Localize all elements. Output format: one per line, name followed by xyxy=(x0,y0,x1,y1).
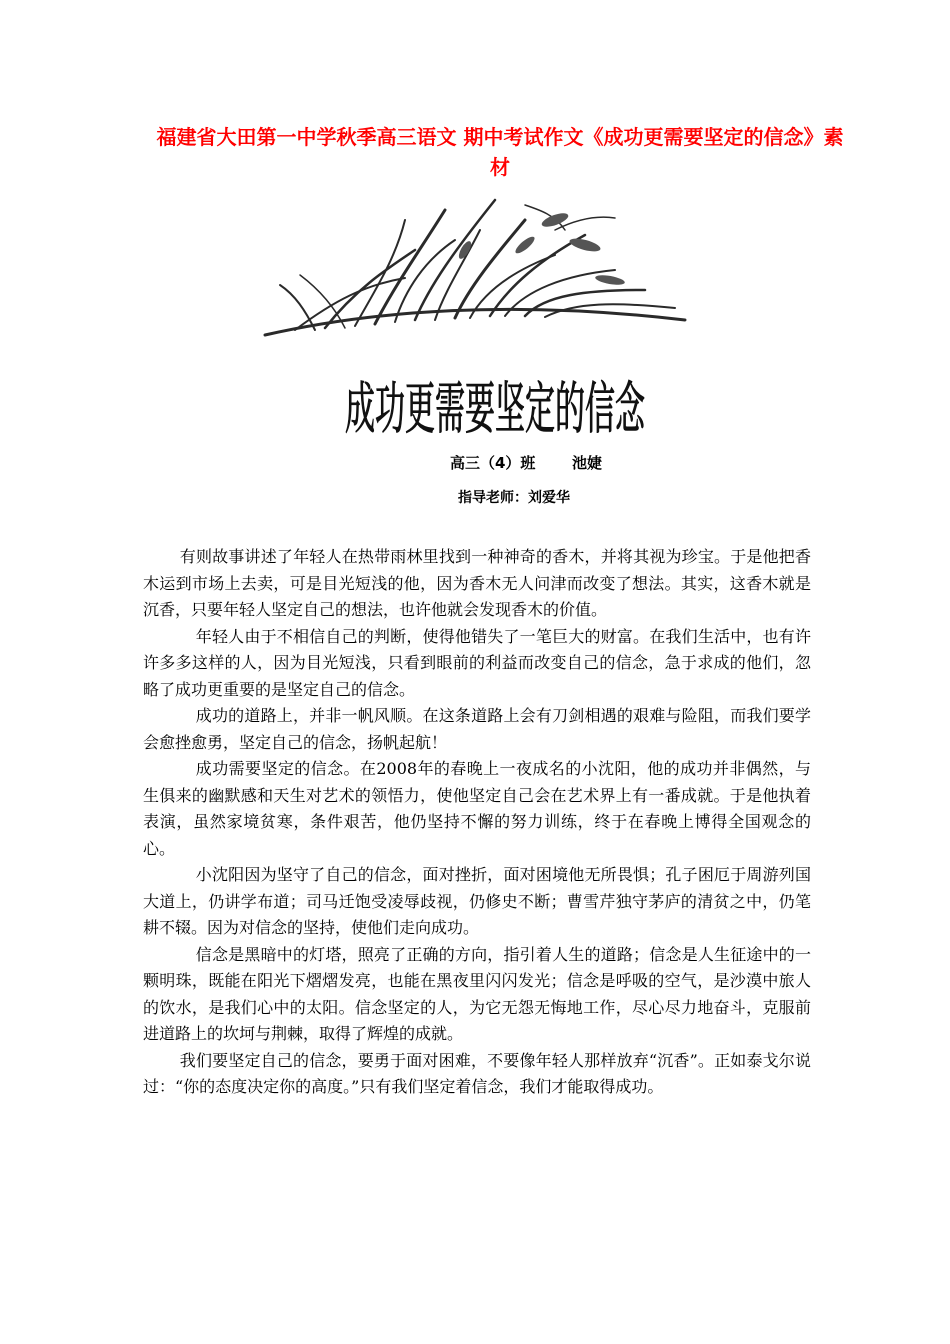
essay-body xyxy=(143,544,811,1101)
artistic-title xyxy=(330,362,660,452)
class-label: 高三（4）班 xyxy=(450,454,536,472)
ink-grass-illustration xyxy=(255,190,695,340)
paragraph: 成功的道路上，并非一帆风顺。在这条道路上会有刀剑相遇的艰难与险阻，而我们要学会愈挫愈勇，坚定自己的信念，扬帆起航！ xyxy=(143,706,811,752)
paragraph: 我们要坚定自己的信念，要勇于面对困难，不要像年轻人那样放弃“沉香”。正如泰戈尔说过：“你的态度决定你的高度。”只有我们坚定着信念，我们才能取得成功。 xyxy=(143,1050,811,1096)
paragraph: 信念是黑暗中的灯塔，照亮了正确的方向，指引着人生的道路；信念是人生征途中的一颗明珠，既能在阳光下熠熠发亮，也能在黑夜里闪闪发光；信念是呼吸的空气，是沙漠中旅人的饮水，是我们心中的太阳。信念坚定的人，为它无怨无悔地工作，尽心尽力地奋斗，克服前进道路上的坎坷与荆棘，取得了辉煌的成就。 xyxy=(143,944,811,1043)
teacher-line xyxy=(458,487,570,507)
paragraph: 成功需要坚定的信念。在2008年的春晚上一夜成名的小沈阳，他的成功并非偶然，与生俱来的幽默感和天生对艺术的领悟力，使他坚定自己会在艺术界上有一番成就。于是他执着表演，虽然家境贫寒，条件艰苦，他仍坚持不懈的努力训练，终于在春晚上博得全国观念的心。 xyxy=(143,759,811,858)
artistic-title-text: 成功更需要坚定的信念 xyxy=(345,377,646,442)
paragraph: 年轻人由于不相信自己的判断，使得他错失了一笔巨大的财富。在我们生活中，也有许许多多这样的人，因为目光短浅，只看到眼前的利益而改变自己的信念，急于求成的他们，忽略了成功更重要的是坚定自己的信念。 xyxy=(143,626,811,699)
teacher-label: 指导老师： xyxy=(458,490,528,506)
document-title: 福建省大田第一中学秋季高三语文 期中考试作文《成功更需要坚定的信念》素材 xyxy=(156,125,844,179)
paragraph: 小沈阳因为坚守了自己的信念，面对挫折，面对困境他无所畏惧；孔子困厄于周游列国大道上，仍讲学布道；司马迁饱受凌辱歧视，仍修史不断；曹雪芹独守茅庐的清贫之中，仍笔耕不辍。因为对信念的坚持，使他们走向成功。 xyxy=(143,865,811,937)
author-name: 池婕 xyxy=(572,454,603,472)
paragraph: 有则故事讲述了年轻人在热带雨林里找到一种神奇的香木，并将其视为珍宝。于是他把香木运到市场上去卖，可是目光短浅的他，因为香木无人问津而改变了想法。其实，这香木就是沉香，只要年轻人坚定自己的想法，也许他就会发现香木的价值。 xyxy=(143,547,811,619)
teacher-name: 刘爱华 xyxy=(528,490,570,506)
